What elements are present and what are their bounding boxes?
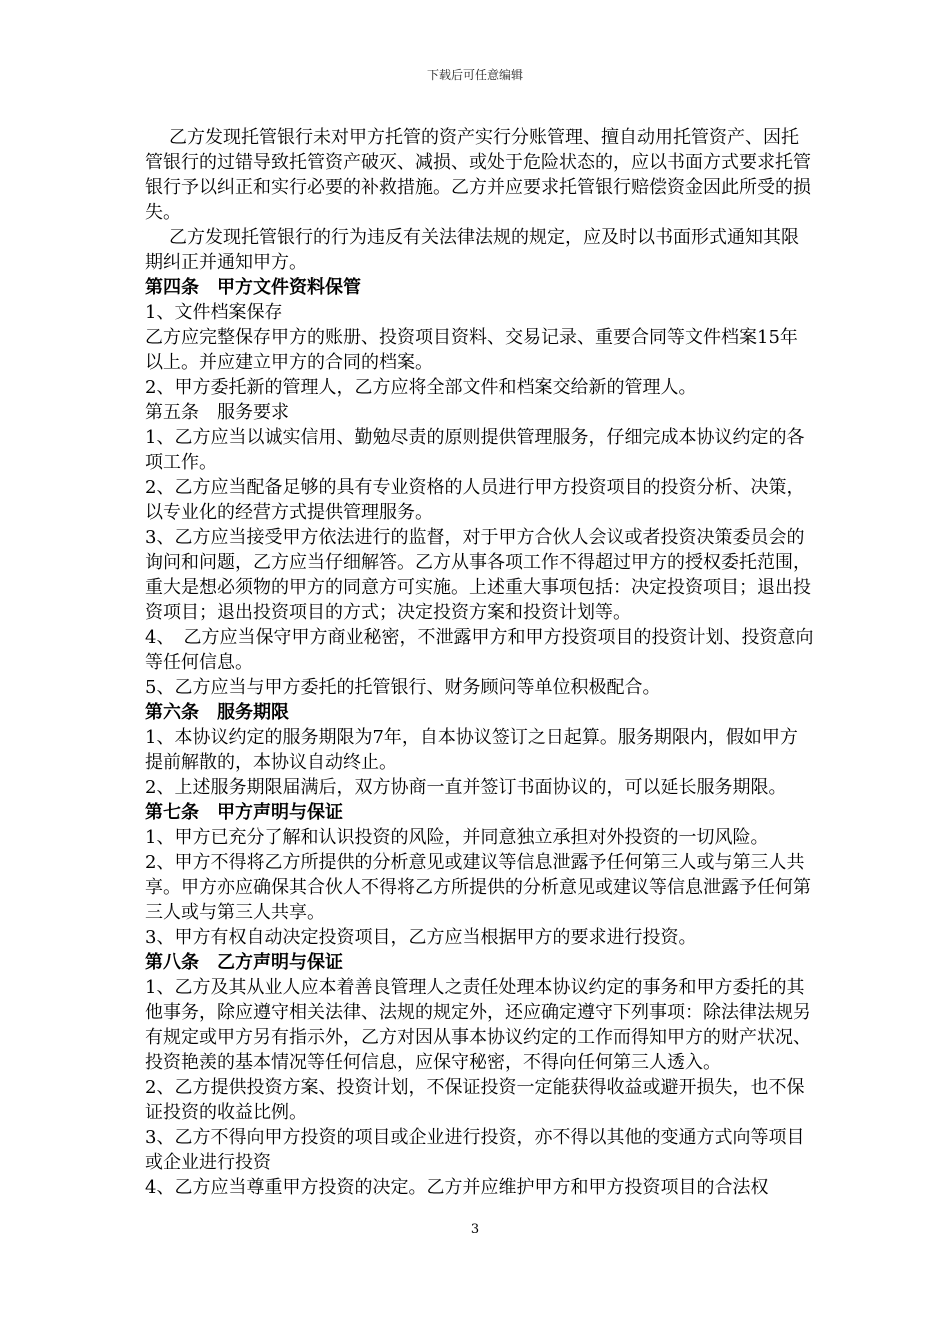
paragraph: 2、上述服务期限届满后，双方协商一直并签订书面协议的，可以延长服务期限。 [145,777,787,798]
paragraph: 2、甲方不得将乙方所提供的分析意见或建议等信息泄露予任何第三人或与第三人共享。甲方亦应确保其合伙人不得将乙方所提供的分析意见或建议等信息泄露予任何第三人或与第三人共享。 [145,852,811,923]
page-header: 下载后可任意编辑 [426,68,523,82]
paragraph: 2、乙方提供投资方案、投资计划，不保证投资一定能获得收益或避开损失，也不保证投资的收益比例。 [145,1077,805,1123]
paragraph: 3、乙方不得向甲方投资的项目或企业进行投资，亦不得以其他的变通方式向等项目或企业进行投资 [145,1127,805,1173]
page-number: 3 [470,1222,480,1237]
paragraph: 3、甲方有权自动决定投资项目，乙方应当根据甲方的要求进行投资。 [145,927,697,948]
paragraph: 2、乙方应当配备足够的具有专业资格的人员进行甲方投资项目的投资分析、决策，以专业化的经营方式提供管理服务。 [145,477,805,523]
paragraph: 乙方发现托管银行未对甲方托管的资产实行分账管理、擅自动用托管资产、因托管银行的过错导致托管资产破灭、减损、或处于危险状态的，应以书面方式要求托管银行予以纠正和实行必要的补救措施。乙方并应要求托管银行赔偿资金因此所受的损失。 [145,127,811,223]
paragraph: 1、乙方及其从业人应本着善良管理人之责任处理本协议约定的事务和甲方委托的其他事务，除应遵守相关法律、法规的规定外，还应确定遵守下列事项：除法律法规另有规定或甲方另有指示外，乙方对因从事本协议约定的工作而得知甲方的财产状况、投资艳羡的基本情况等任何信息，应保守秘密，不得向任何第三人透入。 [145,977,811,1073]
paragraph: 2、甲方委托新的管理人，乙方应将全部文件和档案交给新的管理人。 [145,377,697,398]
paragraph: 3、乙方应当接受甲方依法进行的监督，对于甲方合伙人会议或者投资决策委员会的询问和问题，乙方应当仔细解答。乙方从事各项工作不得超过甲方的授权委托范围，重大是想必须物的甲方的同意方可实施。上述重大事项包括：决定投资项目；退出投资项目；退出投资项目的方式；决定投资方案和投资计划等。 [145,527,811,623]
paragraph: 5、乙方应当与甲方委托的托管银行、财务顾问等单位积极配合。 [145,677,661,698]
section-heading: 第七条 甲方声明与保证 [145,802,343,823]
section-heading: 第五条 服务要求 [145,402,289,423]
paragraph: 乙方发现托管银行的行为违反有关法律法规的规定，应及时以书面形式通知其限期纠正并通知甲方。 [145,227,799,273]
section-heading: 第八条 乙方声明与保证 [145,952,343,973]
paragraph: 1、文件档案保存 [145,302,283,323]
paragraph: 4、乙方应当尊重甲方投资的决定。乙方并应维护甲方和甲方投资项目的合法权 [145,1177,769,1198]
section-heading: 第六条 服务期限 [145,702,289,723]
paragraph: 1、本协议约定的服务期限为7年，自本协议签订之日起算。服务期限内，假如甲方提前解散的，本协议自动终止。 [145,727,798,773]
section-heading: 第四条 甲方文件资料保管 [145,277,361,298]
paragraph: 乙方应完整保存甲方的账册、投资项目资料、交易记录、重要合同等文件档案15年以上。并应建立甲方的合同的档案。 [145,327,798,373]
paragraph: 1、甲方已充分了解和认识投资的风险，并同意独立承担对外投资的一切风险。 [145,827,769,848]
paragraph: 4、 乙方应当保守甲方商业秘密，不泄露甲方和甲方投资项目的投资计划、投资意向等任何信息。 [145,627,814,673]
paragraph: 1、乙方应当以诚实信用、勤勉尽责的原则提供管理服务，仔细完成本协议约定的各项工作。 [145,427,805,473]
document-body [145,125,815,1200]
